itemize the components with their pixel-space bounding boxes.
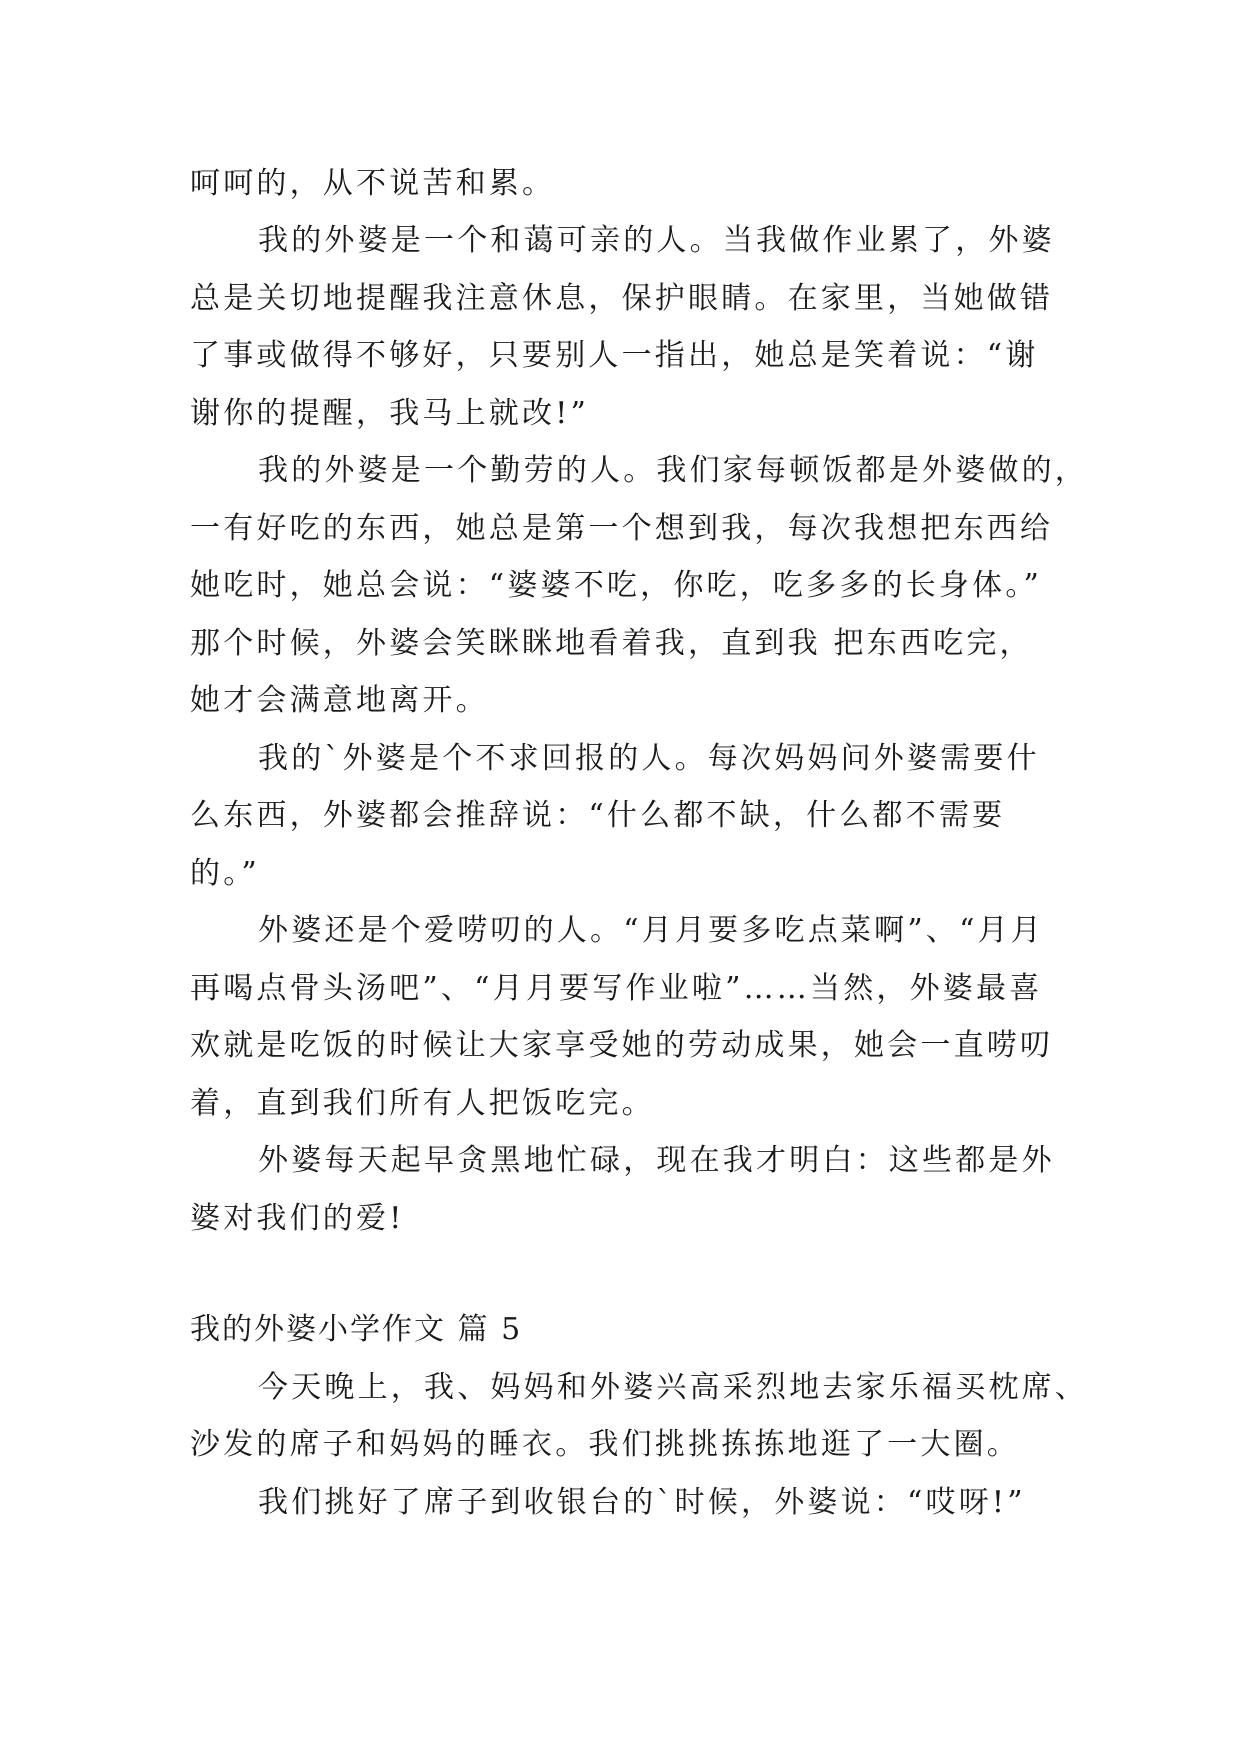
paragraph-line: 谢你的提醒，我马上就改!” [190,396,589,431]
paragraph-line: 沙发的席子和妈妈的睡衣。我们挑挑拣拣地逛了一大圈。 [190,1427,1020,1462]
paragraph-line: 外婆还是个爱唠叨的人。“月月要多吃点菜啊”、“月月 [258,913,1045,948]
paragraph-line: 今天晚上，我、妈妈和外婆兴高采烈地去家乐福买枕席、 [258,1370,1088,1405]
paragraph-line: 欢就是吃饭的时候让大家享受她的劳动成果，她会一直唠叨 [190,1028,1054,1063]
paragraph-line: 着，直到我们所有人把饭吃完。 [190,1086,655,1121]
paragraph-line: 的。” [190,856,260,891]
paragraph-line: 我的外婆是一个和蔼可亲的人。当我做作业累了，外婆 [258,223,1055,258]
paragraph-line: 再喝点骨头汤吧”、“月月要写作业啦”……当然，外婆最喜 [190,971,1043,1006]
paragraph-line: 她才会满意地离开。 [190,683,489,718]
paragraph-line: 我的`外婆是个不求回报的人。每次妈妈问外婆需要什 [258,741,1040,776]
paragraph-line: 婆对我们的爱! [190,1201,405,1236]
section-heading: 我的外婆小学作文 篇 5 [190,1312,523,1347]
paragraph-line: 我们挑好了席子到收银台的`时候，外婆说：“哎呀!” [258,1485,1026,1520]
paragraph-line: 了事或做得不够好，只要别人一指出，她总是笑着说：“谢 [190,338,1039,373]
paragraph-line: 么东西，外婆都会推辞说：“什么都不缺，什么都不需要 [190,798,1006,833]
paragraph-line: 一有好吃的东西，她总是第一个想到我，每次我想把东西给 [190,511,1054,546]
paragraph-line: 她吃时，她总会说：“婆婆不吃，你吃，吃多多的长身体。” [190,568,1043,603]
paragraph-line: 总是关切地提醒我注意休息，保护眼睛。在家里，当她做错 [190,281,1054,316]
paragraph-line: 我的外婆是一个勤劳的人。我们家每顿饭都是外婆做的， [258,453,1088,488]
paragraph-line: 外婆每天起早贪黑地忙碌，现在我才明白：这些都是外 [258,1143,1055,1178]
paragraph-line: 那个时候，外婆会笑眯眯地看着我，直到我 把东西吃完， [190,626,1033,661]
paragraph-line: 呵呵的，从不说苦和累。 [190,166,556,201]
